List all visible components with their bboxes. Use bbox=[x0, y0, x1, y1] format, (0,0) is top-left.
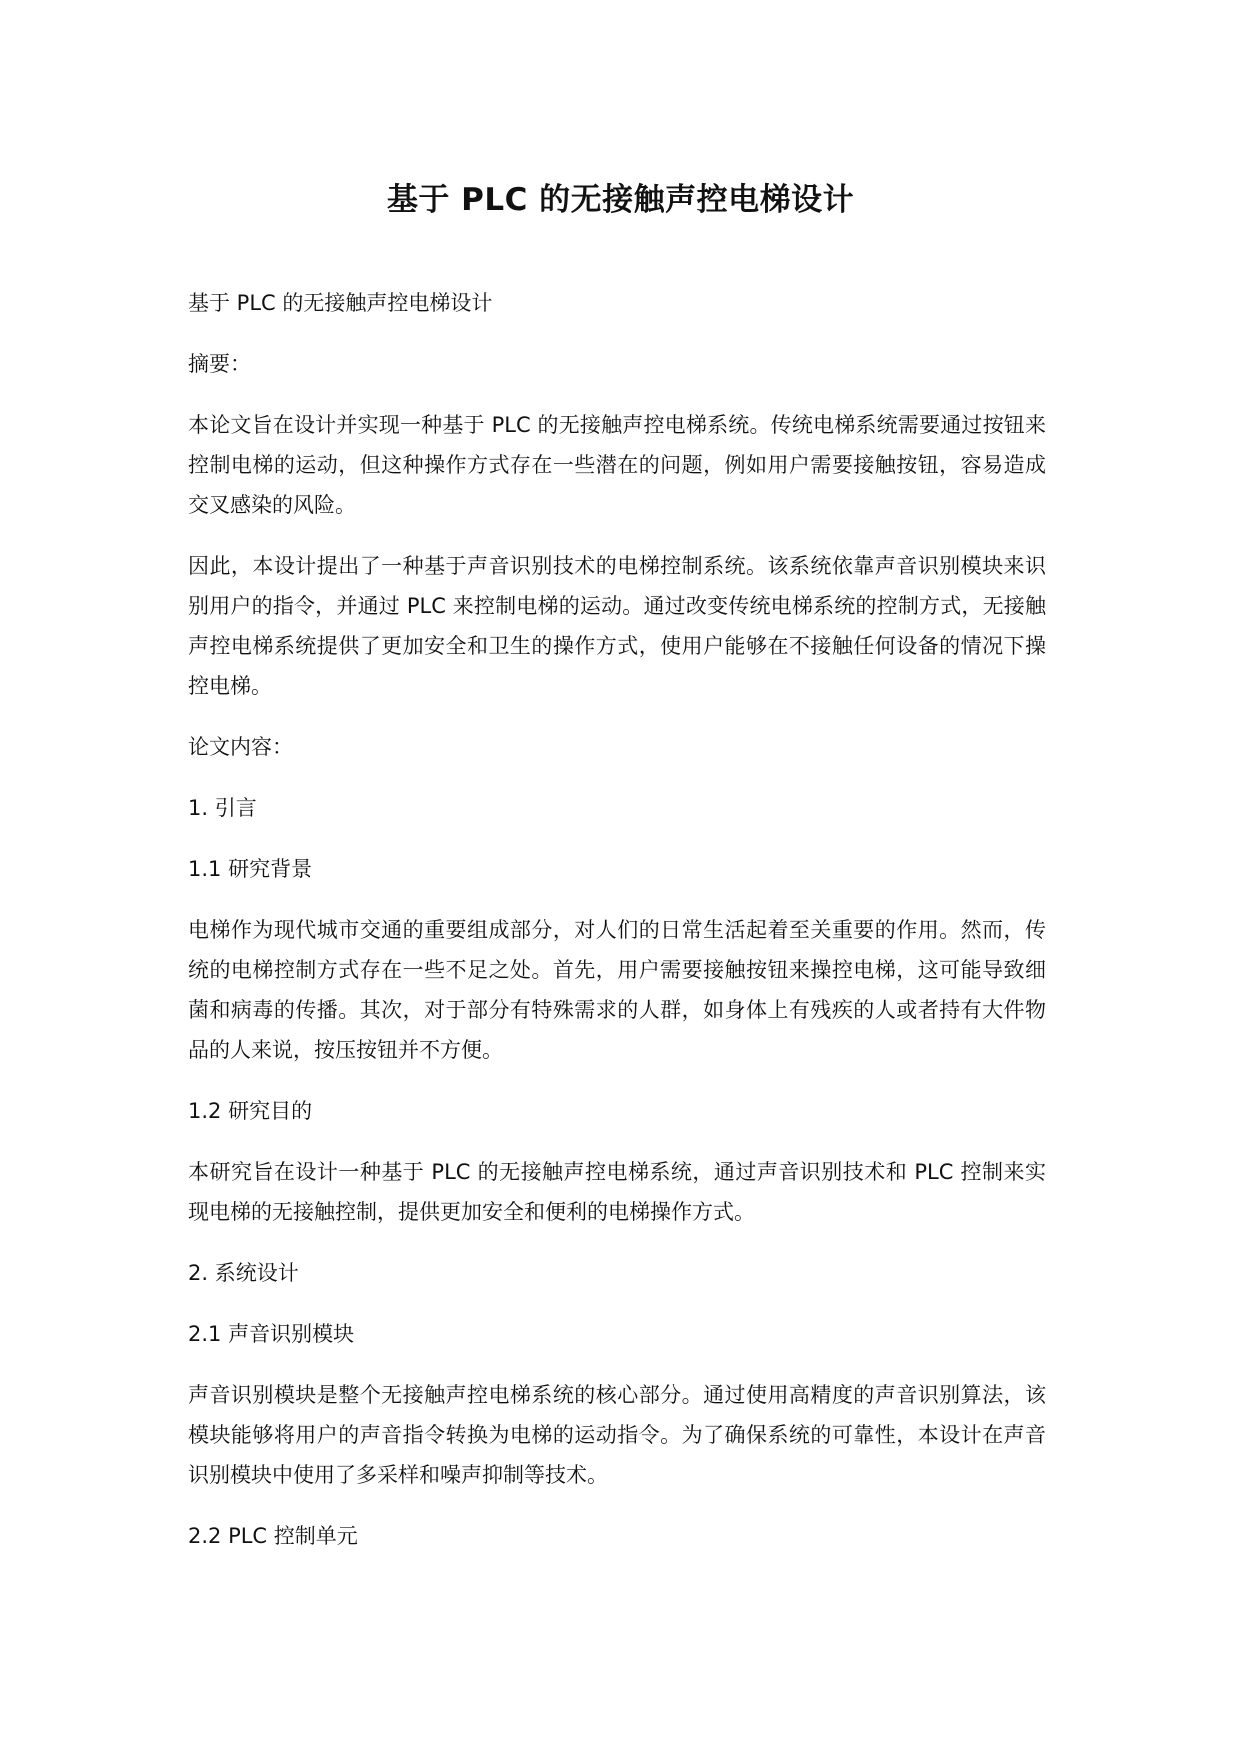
paragraph-abstract-1: 本论文旨在设计并实现一种基于 PLC 的无接触声控电梯系统。传统电梯系统需要通过按钮来控制电梯的运动，但这种操作方式存在一些潜在的问题，例如用户需要接触按钮，容易造成交叉感染的风险。 bbox=[188, 413, 1046, 517]
subsection-heading-1-2: 1.2 研究目的 bbox=[188, 1099, 313, 1123]
document-body bbox=[188, 283, 1046, 1556]
paragraph-background: 电梯作为现代城市交通的重要组成部分，对人们的日常生活起着至关重要的作用。然而，传统的电梯控制方式存在一些不足之处。首先，用户需要接触按钮来操控电梯，这可能导致细菌和病毒的传播。其次，对于部分有特殊需求的人群，如身体上有残疾的人或者持有大件物品的人来说，按压按钮并不方便。 bbox=[188, 918, 1046, 1062]
subsection-heading-2-1: 2.1 声音识别模块 bbox=[188, 1322, 355, 1346]
paragraph-abstract-label: 摘要： bbox=[188, 352, 251, 376]
section-heading-2: 2. 系统设计 bbox=[188, 1261, 299, 1285]
paragraph-voice-module: 声音识别模块是整个无接触声控电梯系统的核心部分。通过使用高精度的声音识别算法，该模块能够将用户的声音指令转换为电梯的运动指令。为了确保系统的可靠性，本设计在声音识别模块中使用了多采样和噪声抑制等技术。 bbox=[188, 1383, 1046, 1487]
page-title: 基于 PLC 的无接触声控电梯设计 bbox=[386, 182, 855, 218]
paragraph-subtitle: 基于 PLC 的无接触声控电梯设计 bbox=[188, 291, 493, 315]
paragraph-purpose: 本研究旨在设计一种基于 PLC 的无接触声控电梯系统，通过声音识别技术和 PLC 控制来实现电梯的无接触控制，提供更加安全和便利的电梯操作方式。 bbox=[188, 1160, 1046, 1224]
section-heading-1: 1. 引言 bbox=[188, 796, 257, 820]
subsection-heading-1-1: 1.1 研究背景 bbox=[188, 857, 313, 881]
subsection-heading-2-2: 2.2 PLC 控制单元 bbox=[188, 1524, 358, 1548]
paragraph-abstract-2: 因此，本设计提出了一种基于声音识别技术的电梯控制系统。该系统依靠声音识别模块来识别用户的指令，并通过 PLC 来控制电梯的运动。通过改变传统电梯系统的控制方式，无接触声控电梯系统提供了更加安全和卫生的操作方式，使用户能够在不接触任何设备的情况下操控电梯。 bbox=[188, 554, 1046, 698]
paragraph-content-label: 论文内容： bbox=[188, 735, 293, 759]
